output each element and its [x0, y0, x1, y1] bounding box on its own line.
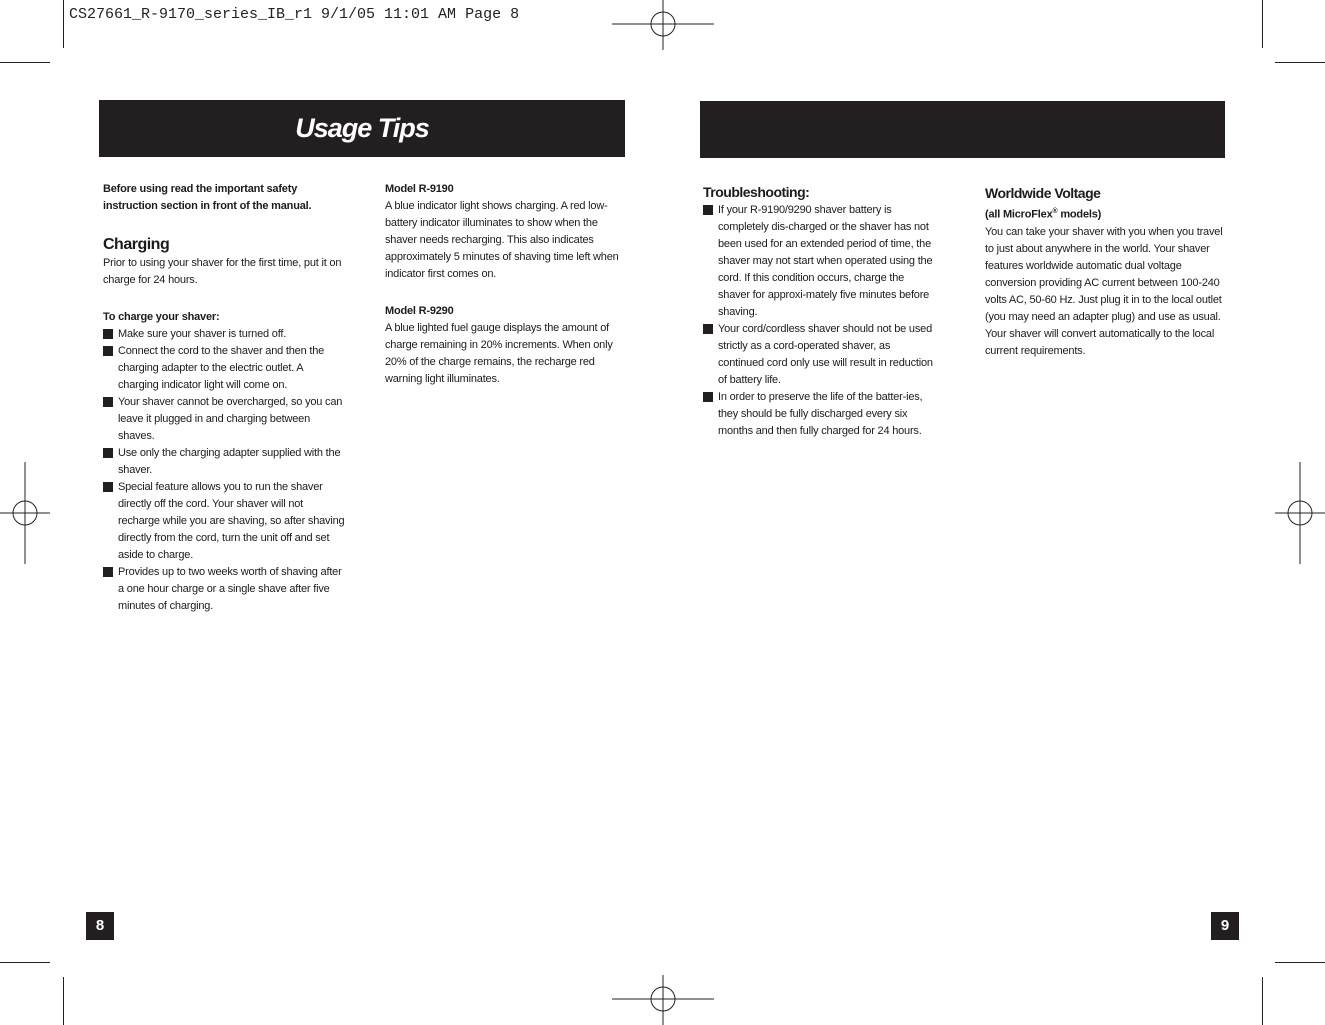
- page-number-left: 8: [86, 912, 114, 940]
- charging-heading: Charging: [103, 236, 170, 253]
- bullet-square-icon: [103, 448, 113, 458]
- bullet-square-icon: [103, 567, 113, 577]
- list-item: Your cord/cordless shaver should not be used strictly as a cord-operated shaver, as continued cord only use will result in reduction of battery life.: [703, 321, 937, 389]
- right-page-banner: [700, 101, 1225, 158]
- list-item: Connect the cord to the shaver and then the charging adapter to the electric outlet. A charging indicator light will come on.: [103, 343, 346, 394]
- model-r9190-heading: Model R-9190: [385, 183, 454, 195]
- bullet-square-icon: [703, 205, 713, 215]
- registration-mark-icon: [0, 462, 50, 564]
- model-r9290-heading: Model R-9290: [385, 305, 454, 317]
- crop-mark: [1275, 62, 1325, 63]
- list-item: In order to preserve the life of the batter-ies, they should be fully discharged every six months and then fully charged for 24 hours.: [703, 389, 937, 440]
- troubleshooting-heading: Troubleshooting:: [703, 184, 810, 200]
- safety-lead-text: Before using read the important safety instruction section in front of the manual.: [103, 183, 312, 212]
- bullet-square-icon: [703, 392, 713, 402]
- voltage-text: You can take your shaver with you when you travel to just about anywhere in the world. Your shaver features worldwide automatic dual voltage conversion providing AC current between 100-240 volts AC, 50-60 Hz. Just plug it in to the local outlet (you may need an adapter plug) and use as usual. Your shaver will convert automatically to the local current requirements.: [985, 225, 1223, 357]
- troubleshooting-list: [703, 202, 937, 440]
- bullet-square-icon: [703, 324, 713, 334]
- list-item: Your shaver cannot be overcharged, so you can leave it plugged in and charging between shaves.: [103, 394, 346, 445]
- crop-mark: [63, 0, 64, 48]
- list-item: Make sure your shaver is turned off.: [103, 326, 346, 343]
- list-item: Use only the charging adapter supplied with the shaver.: [103, 445, 346, 479]
- bullet-square-icon: [103, 397, 113, 407]
- list-item: Special feature allows you to run the shaver directly off the cord. Your shaver will not recharge while you are shaving, so after shaving directly from the cord, turn the unit off and set aside to charge.: [103, 479, 346, 564]
- page-title: Usage Tips: [295, 113, 429, 143]
- list-item: If your R-9190/9290 shaver battery is completely dis-charged or the shaver has not been used for an extended period of time, the shaver may not start when operated using the cord. If this condition occurs, charge the shaver for approxi-mately five minutes before shaving.: [703, 202, 937, 321]
- list-item: Provides up to two weeks worth of shaving after a one hour charge or a single shave after five minutes of charging.: [103, 564, 346, 615]
- column-troubleshooting: [703, 182, 937, 440]
- bullet-square-icon: [103, 482, 113, 492]
- charging-steps-list: [103, 326, 346, 615]
- column-voltage: [985, 183, 1225, 380]
- page-number-right: 9: [1211, 912, 1239, 940]
- voltage-subheading: (all MicroFlex® models): [985, 208, 1102, 221]
- left-page-banner: [99, 100, 625, 157]
- column-charging: [103, 181, 346, 615]
- bullet-square-icon: [103, 329, 113, 339]
- to-charge-heading: To charge your shaver:: [103, 311, 220, 323]
- registration-mark-icon: [1275, 462, 1325, 564]
- crop-mark: [0, 62, 50, 63]
- crop-mark: [1275, 962, 1325, 963]
- model-r9190-text: A blue indicator light shows charging. A red low-battery indicator illuminates to show when the shaver needs recharging. This also indicates approximately 5 minutes of shaving time left when indicator first comes on.: [385, 200, 619, 280]
- crop-mark: [63, 977, 64, 1025]
- charging-text: Prior to using your shaver for the first time, put it on charge for 24 hours.: [103, 257, 342, 286]
- worldwide-voltage-heading: Worldwide Voltage: [985, 185, 1101, 201]
- crop-mark: [1262, 977, 1263, 1025]
- crop-mark: [1262, 0, 1263, 48]
- crop-mark: [0, 962, 50, 963]
- model-r9290-text: A blue lighted fuel gauge displays the amount of charge remaining in 20% increments. When only 20% of the charge remains, the recharge red warning light illuminates.: [385, 322, 613, 385]
- column-models: [385, 181, 625, 408]
- registration-mark-icon: [612, 0, 714, 50]
- bullet-square-icon: [103, 346, 113, 356]
- registration-mark-icon: [612, 975, 714, 1025]
- print-slug: CS27661_R-9170_series_IB_r1 9/1/05 11:01 AM Page 8: [69, 6, 520, 23]
